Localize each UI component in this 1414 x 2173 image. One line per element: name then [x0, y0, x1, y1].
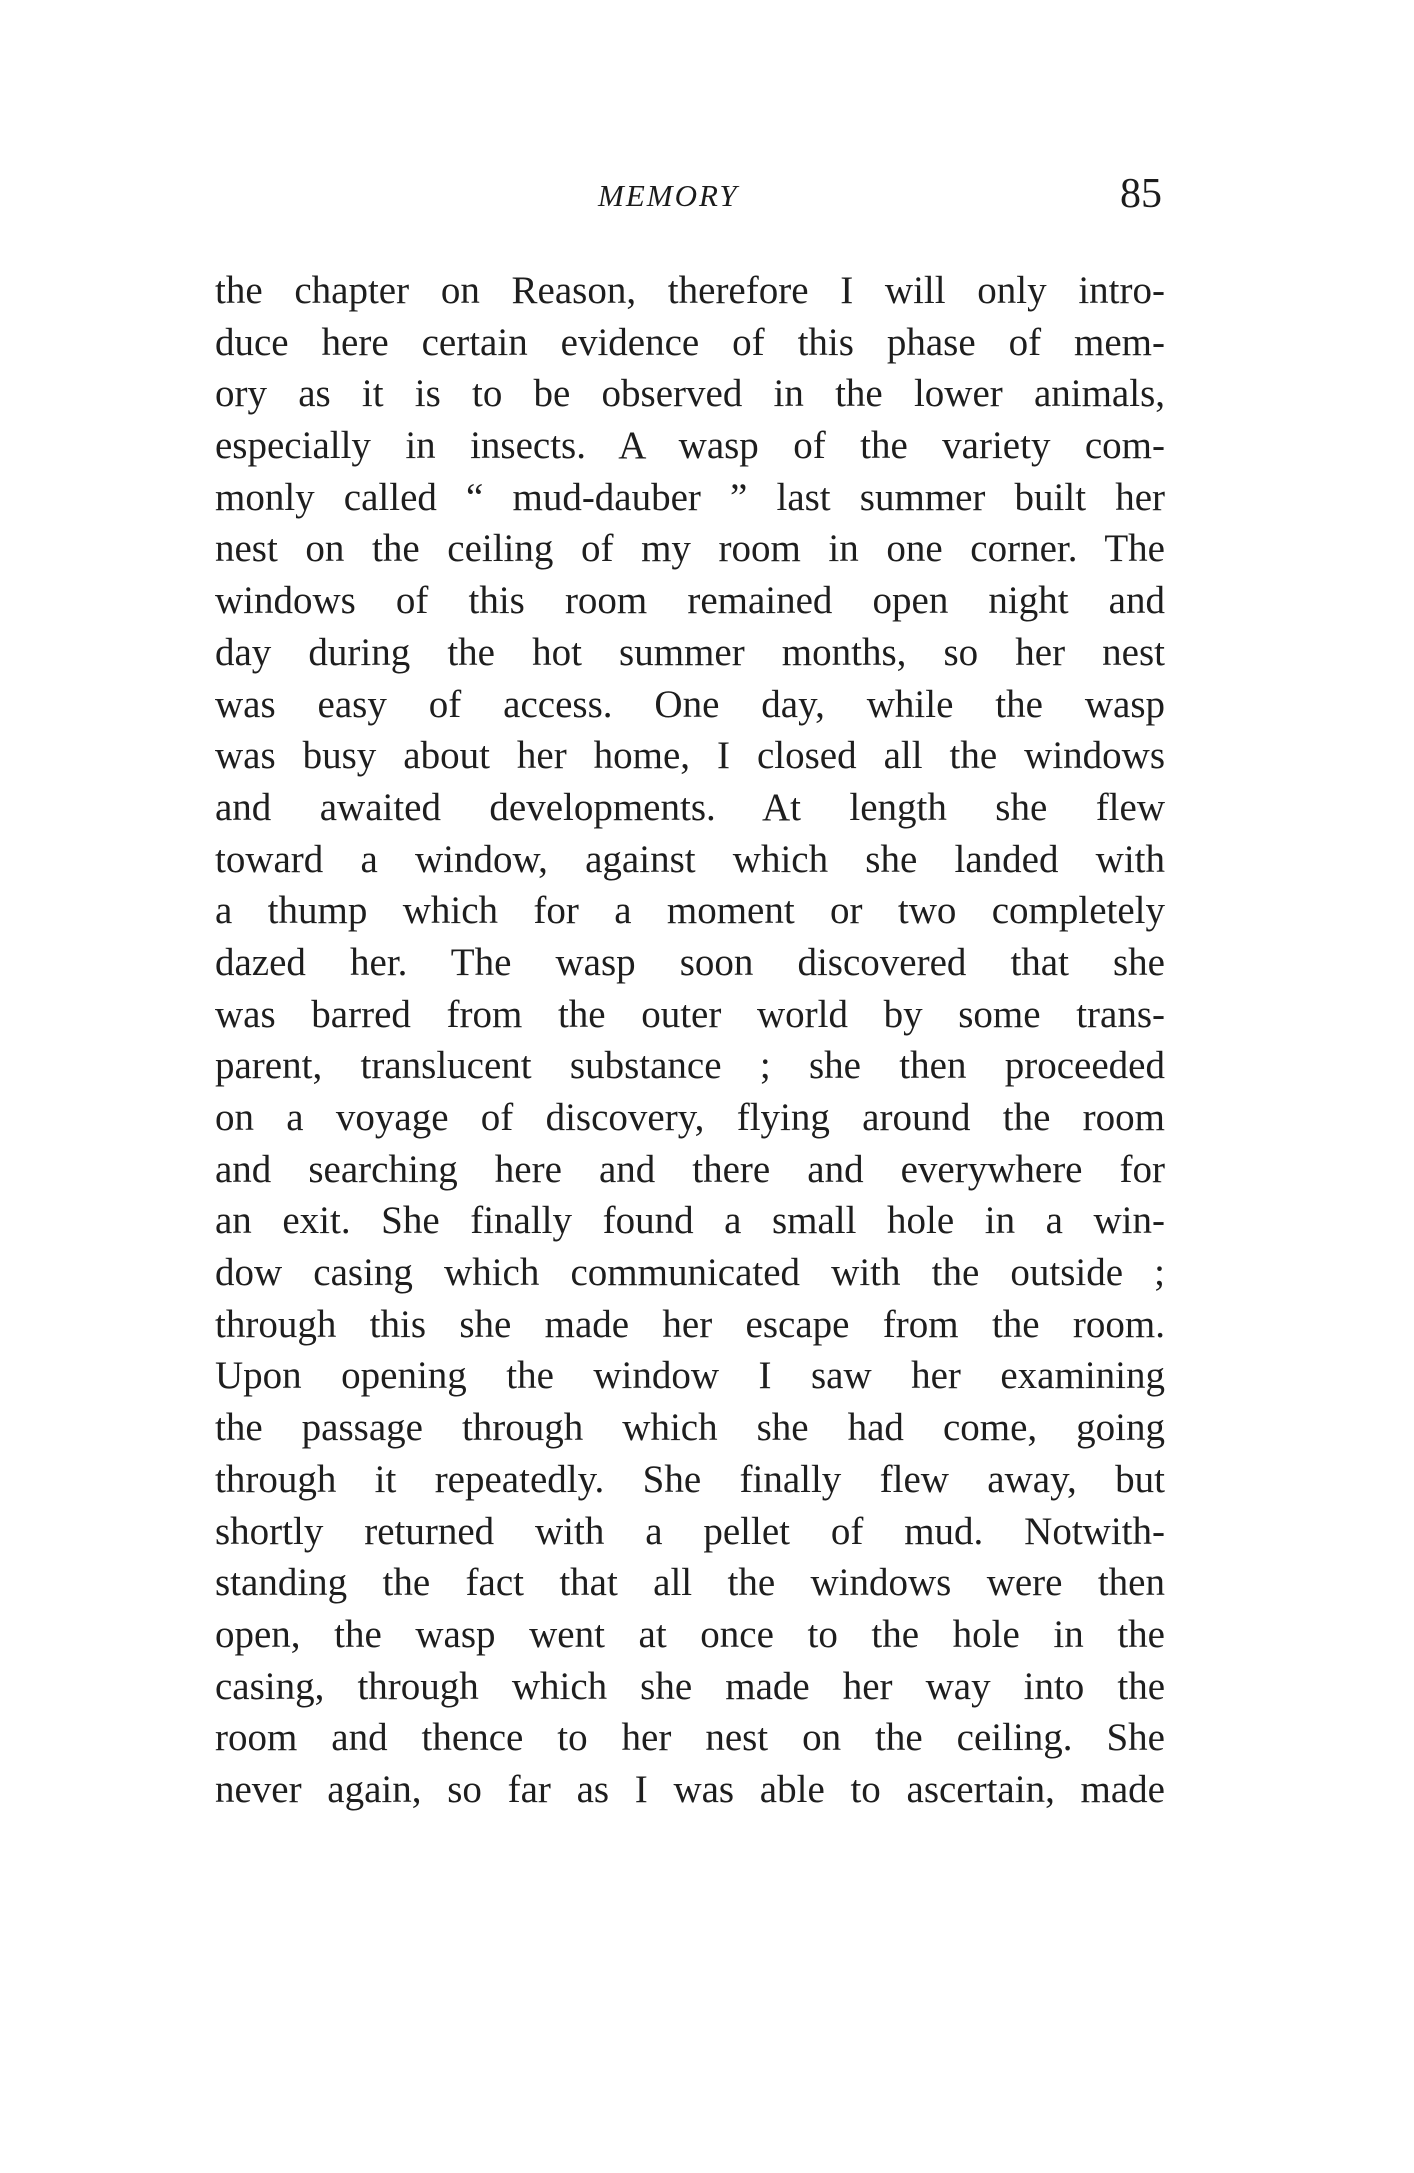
text-line: was busy about her home, I closed all the windows [215, 734, 1165, 778]
text-line: shortly returned with a pellet of mud. Notwith- [215, 1509, 1165, 1553]
text-line: through it repeatedly. She finally flew away, but [215, 1457, 1165, 1501]
text-line: especially in insects. A wasp of the variety com- [215, 424, 1165, 468]
text-line: was easy of access. One day, while the wasp [215, 682, 1165, 726]
text-line: on a voyage of discovery, flying around the room [215, 1096, 1165, 1139]
text-line: casing, through which she made her way into the [215, 1664, 1165, 1708]
text-line: through this she made her escape from the room. [215, 1302, 1165, 1346]
text-line: a thump which for a moment or two completely [215, 889, 1165, 933]
text-line: monly called “ mud-dauber ” last summer built her [215, 475, 1165, 519]
text-line: windows of this room remained open night and [215, 579, 1165, 623]
text-line: day during the hot summer months, so her nest [215, 630, 1165, 674]
text-line: dow casing which communicated with the outside ; [215, 1251, 1165, 1295]
page-number: 85 [1120, 171, 1162, 217]
body-text [215, 265, 1165, 1816]
text-line: parent, translucent substance ; she then proceeded [215, 1044, 1165, 1088]
text-line: and searching here and there and everywhere for [215, 1147, 1165, 1191]
text-line: open, the wasp went at once to the hole in the [215, 1612, 1165, 1656]
text-line: duce here certain evidence of this phase of mem- [215, 320, 1165, 364]
text-line: nest on the ceiling of my room in one corner. The [215, 527, 1165, 571]
text-line: and awaited developments. At length she flew [215, 785, 1165, 829]
text-line: the passage through which she had come, going [215, 1406, 1165, 1450]
text-line: never again, so far as I was able to ascertain, made [215, 1767, 1165, 1811]
text-line: the chapter on Reason, therefore I will only intro- [215, 269, 1165, 312]
running-head [0, 168, 1414, 228]
text-line: room and thence to her nest on the ceiling. She [215, 1716, 1165, 1760]
running-title: MEMORY [598, 178, 739, 213]
text-line: was barred from the outer world by some trans- [215, 992, 1165, 1036]
text-line: an exit. She finally found a small hole in a win- [215, 1199, 1165, 1243]
text-line: Upon opening the window I saw her examining [215, 1354, 1165, 1398]
text-line: ory as it is to be observed in the lower animals, [215, 372, 1165, 416]
text-line: toward a window, against which she landed with [215, 837, 1165, 881]
text-line: dazed her. The wasp soon discovered that she [215, 940, 1165, 984]
text-line: standing the fact that all the windows were then [215, 1561, 1165, 1605]
